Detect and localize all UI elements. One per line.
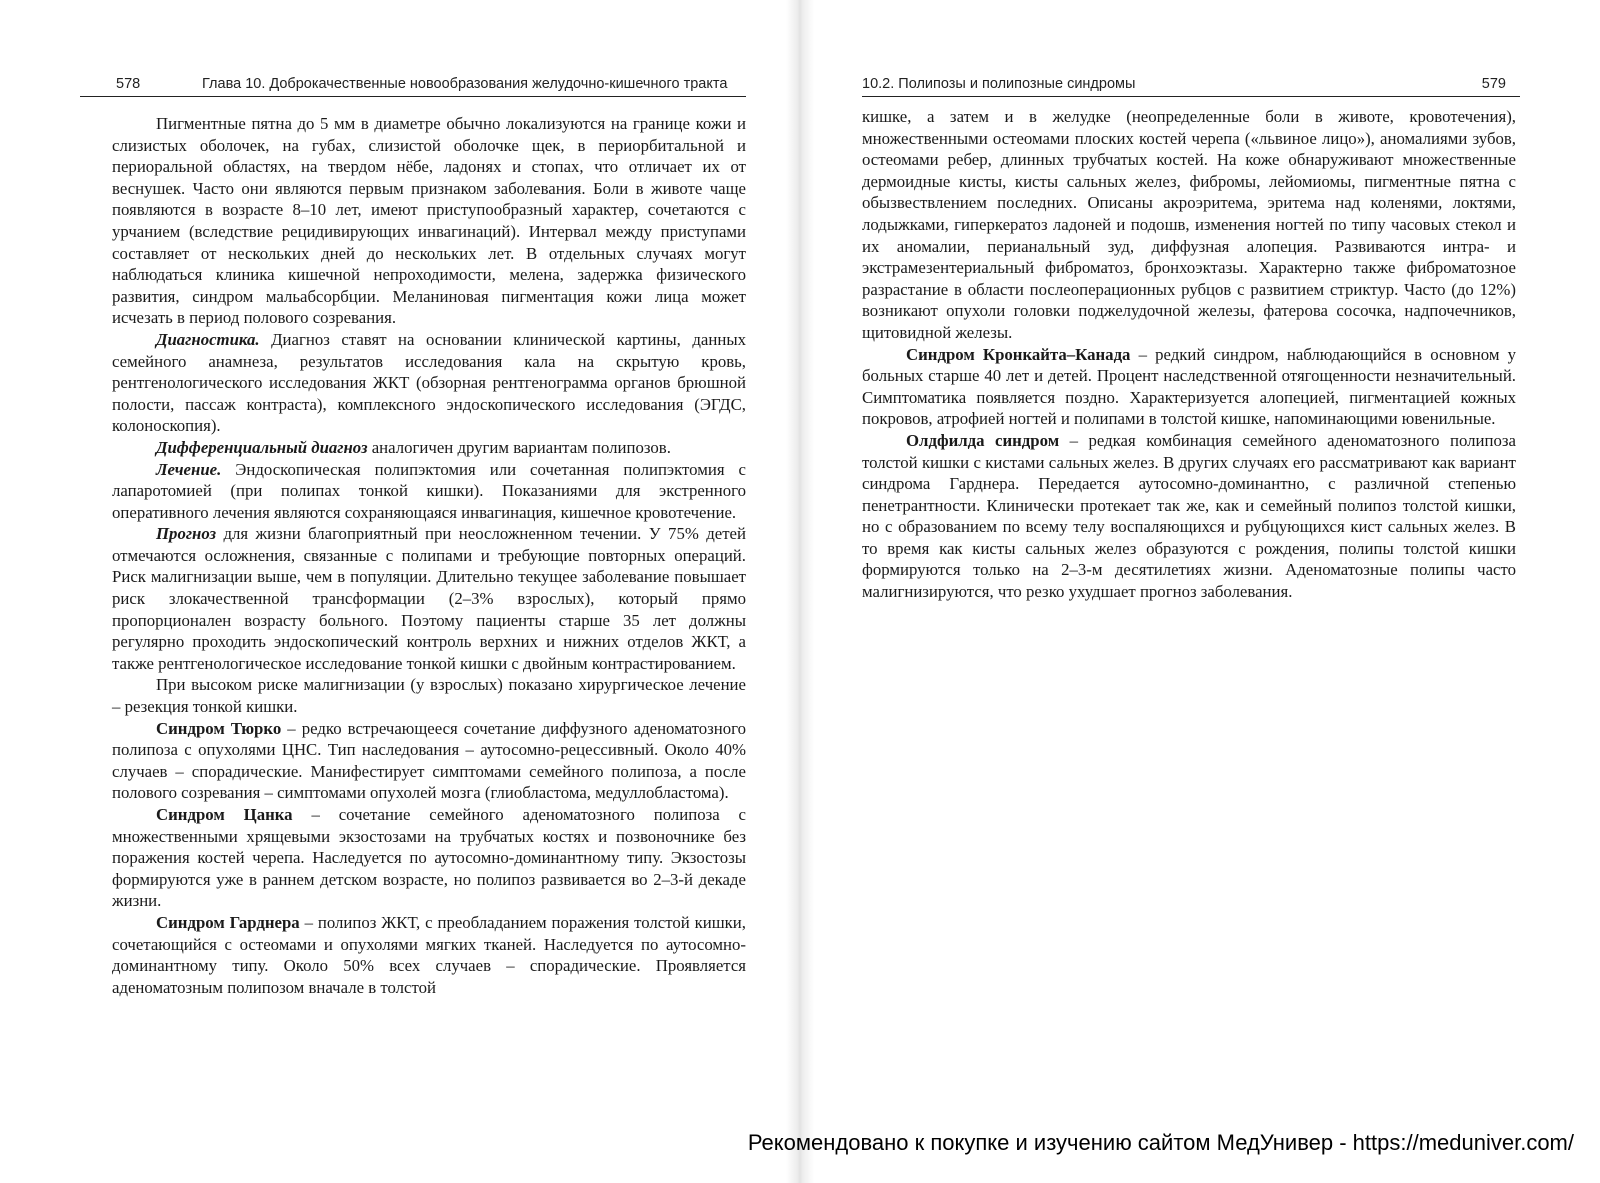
paragraph-oldfield: Олдфилда синдром – редкая комбинация семейного аденоматозного полипоза толстой кишки с кистами сальных желез. В других случаях его рассматривают как вариант синдрома Гарднера. Передается аутосомно-доминантно, с различной степенью пенетрантности. Клинически протекает так же, как и семейный полипоз толстой кишки, но с образованием по всему телу воспаляющихся и рубцующихся кист сальных желез. В то время как кисты сальных желез образуются с рождения, полипы толстой кишки формируются только на 2–3-м десятилетиях жизни. Аденоматозные полипы часто малигнизируются, что резко ухудшает прогноз заболевания. (862, 430, 1516, 602)
left-page-number: 578 (116, 76, 141, 92)
paragraph-heading: Прогноз (156, 524, 217, 544)
paragraph-cronkhite-canada: Синдром Кронкайта–Канада – редкий синдром, наблюдающийся в основном у больных старше 40 лет и детей. Процент наследственной отягощенности незначительный. Симптоматика появляется поздно. Характеризуется алопецией, пигментацией кожных покровов, атрофией ногтей и полипами в толстой кишке, напоминающими ювенильные. (862, 344, 1516, 429)
paragraph-gardner: Синдром Гарднера – полипоз ЖКТ, с преобладанием поражения толстой кишки, сочетающийся с остеомами и опухолями мягких тканей. Наследуется по аутосомно-доминантному типу. Около 50% всех случаев – спорадические. Проявляется аденоматозным полипозом вначале в толстой (112, 912, 746, 997)
syndrome-heading: Синдром Цанка (156, 805, 293, 824)
syndrome-heading: Олдфилда синдром (906, 430, 1060, 450)
paragraph-continued: кишке, а затем и в желудке (неопределенные боли в животе, кровотечения), множественными остеомами плоских костей черепа («львиное лицо»), аномалиями зубов, остеомами ребер, длинных трубчатых костей. На коже обнаруживают множественные дермоидные кисты, кисты сальных желез, фибромы, лейомиомы, пигментные пятна с обызвествлением последних. Описаны акроэритема, эритема над коленями, локтями, лодыжками, гиперкератоз ладоней и подошв, изменения ногтей по типу часовых стекол и их аномалии, перианальный зуд, диффузная алопеция. Развиваются интра- и экстрамезентериальный фиброматоз, бронхоэктазы. Характерно также фиброматозное разрастание в области послеоперационных рубцов с развитием стриктур. Часто (до 12%) возникают опухоли головки поджелудочной железы, фатерова сосочка, надпочечников, щитовидной железы. (862, 107, 1516, 342)
right-running-head (862, 74, 1520, 97)
paragraph-heading: Лечение. (156, 459, 222, 479)
paragraph: При высоком риске малигнизации (у взрослых) показано хирургическое лечение – резекция тонкой кишки. (112, 675, 746, 717)
syndrome-heading: Синдром Тюрко (156, 718, 282, 738)
syndrome-heading: Синдром Гарднера (156, 912, 300, 932)
syndrome-heading: Синдром Кронкайта–Канада (906, 344, 1131, 364)
paragraph-turcot: Синдром Тюрко – редко встречающееся сочетание диффузного аденоматозного полипоза с опухолями ЦНС. Тип наследования – аутосомно-рецессивный. Около 40% случаев – спорадические. Манифестирует симптомами семейного полипоза, а после полового созревания – симптомами опухолей мозга (глиобластома, медуллобластома). (112, 718, 747, 803)
paragraph-diagnostics: Диагностика. Диагноз ставят на основании клинической картины, данных семейного анамнеза, результатов исследования кала на скрытую кровь, рентгенологического исследования ЖКТ (обзорная рентгенограмма органов брюшной полости, пассаж контраста), комплексного эндоскопического исследования (ЭГДС, колоноскопия). (112, 329, 746, 436)
left-page-body (112, 113, 746, 998)
watermark-footer: Рекомендовано к покупке и изучению сайтом МедУнивер - https://meduniver.com/ (747, 1130, 1574, 1155)
paragraph-differential: Дифференциальный диагноз аналогичен другим вариантам полипозов. (156, 437, 671, 457)
right-running-title: 10.2. Полипозы и полипозные синдромы (862, 76, 1136, 92)
paragraph-prognosis: Прогноз для жизни благоприятный при неосложненном течении. У 75% детей отмечаются осложнения, связанные с полипами и требующие повторных операций. Риск малигнизации выше, чем в популяции. Длительно текущее заболевание повышает риск злокачественной трансформации (2–3% взрослых), который прямо пропорционален возрасту больного. Поэтому пациенты старше 35 лет должны регулярно проходить эндоскопический контроль верхних и нижних отделов ЖКТ, а также рентгенологическое исследование тонкой кишки с двойным контрастированием. (112, 524, 746, 673)
paragraph-zanca: Синдром Цанка – сочетание семейного аденоматозного полипоза с множественными хрящевыми экзостозами на трубчатых костях и позвоночнике без поражения костей черепа. Наследуется по аутосомно-доминантному типу. Экзостозы формируются уже в раннем детском возрасте, но полипоз развивается во 2–3-й декаде жизни. (112, 805, 746, 911)
left-running-head (80, 74, 746, 97)
paragraph-treatment: Лечение. Эндоскопическая полипэктомия или сочетанная полипэктомия с лапаротомией (при полипах тонкой кишки). Показаниями для экстренного оперативного лечения являются сохраняющаяся инвагинация, кишечное кровотечение. (112, 459, 746, 522)
left-running-title: Глава 10. Доброкачественные новообразования желудочно-кишечного тракта (202, 76, 728, 92)
paragraph-heading: Дифференциальный диагноз (156, 437, 368, 457)
book-gutter (786, 0, 814, 1183)
right-page-number: 579 (1481, 76, 1506, 92)
paragraph-heading: Диагностика. (156, 329, 260, 349)
paragraph: Пигментные пятна до 5 мм в диаметре обычно локализуются на границе кожи и слизистых оболочек, на губах, слизистой оболочке щек, в периорбитальной и периоральной областях, на твердом нёбе, ладонях и стопах, что отличает их от веснушек. Часто они являются первым признаком заболевания. Боли в животе чаще появляются в возрасте 8–10 лет, имеют приступообразный характер, сочетаются с урчанием (вследствие рецидивирующих инвагинаций). Интервал между приступами составляет от нескольких дней до нескольких лет. В отдельных случаях могут наблюдаться клиника кишечной непроходимости, мелена, задержка физического развития, синдром мальабсорбции. Меланиновая пигментация кожи лица может исчезать в период полового созревания. (112, 114, 746, 328)
right-page-body (862, 106, 1516, 603)
